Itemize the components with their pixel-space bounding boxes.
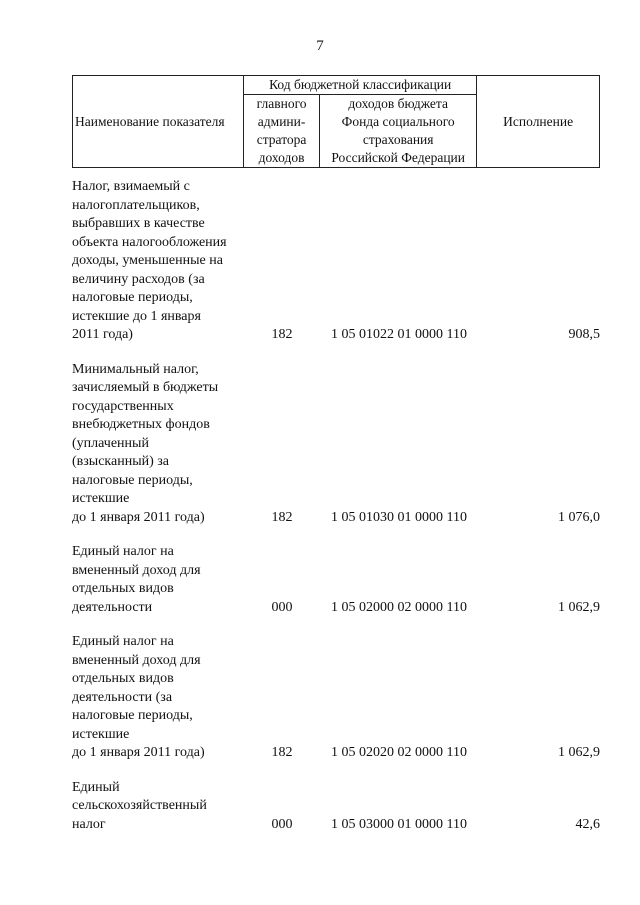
row-admin: 182 [271,509,293,525]
row-code: 1 05 02000 02 0000 110 [331,599,467,615]
row-value: 1 062,9 [558,599,600,615]
row-name: Единый налог на вмененный доход для отдельных видов деятельности (за налоговые периоды, истекшие до 1 января 2011 года) [72,634,205,760]
row-code: 1 05 03000 01 0000 110 [331,816,467,832]
row-admin: 182 [271,327,293,342]
header-income: доходов бюджета Фонда социального страхования Российской Федерации [320,95,477,168]
row-value: 42,6 [575,816,600,832]
header-admin: главного админи- стратора доходов [244,95,320,168]
table-body [72,178,600,850]
row-name: Единый налог на вмененный доход для отдельных видов деятельности [72,544,201,615]
row-value: 1 076,0 [558,509,600,525]
row-admin: 182 [271,745,293,760]
table-row [72,633,600,763]
row-name: Минимальный налог, зачисляемый в бюджеты государственных внебюджетных фондов (уплаченный (взысканный) за налоговые периоды, истекшие до 1 января 2011 года) [72,361,219,525]
table-row [72,178,600,345]
table-row [72,779,600,835]
row-name: Налог, взимаемый с налогоплательщиков, выбравших в качестве объекта налогообложения доходы, уменьшенные на величину расходов (за налоговые периоды, истекшие до 1 января 2011 года) [72,179,227,342]
row-name: Единый сельскохозяйственный налог [72,779,207,832]
header-code-group: Код бюджетной классификации [244,76,477,95]
table-header [72,75,600,168]
row-admin: 000 [271,816,293,832]
table-row [72,543,600,617]
table-row [72,361,600,528]
row-code: 1 05 02020 02 0000 110 [331,745,467,760]
header-name: Наименование показателя [73,76,244,168]
row-code: 1 05 01030 01 0000 110 [331,509,467,525]
row-value: 908,5 [568,327,600,342]
row-code: 1 05 01022 01 0000 110 [331,327,467,342]
page-number: 7 [316,38,324,54]
row-value: 1 062,9 [558,745,600,760]
row-admin: 000 [271,599,293,615]
header-execution: Исполнение [477,76,600,168]
